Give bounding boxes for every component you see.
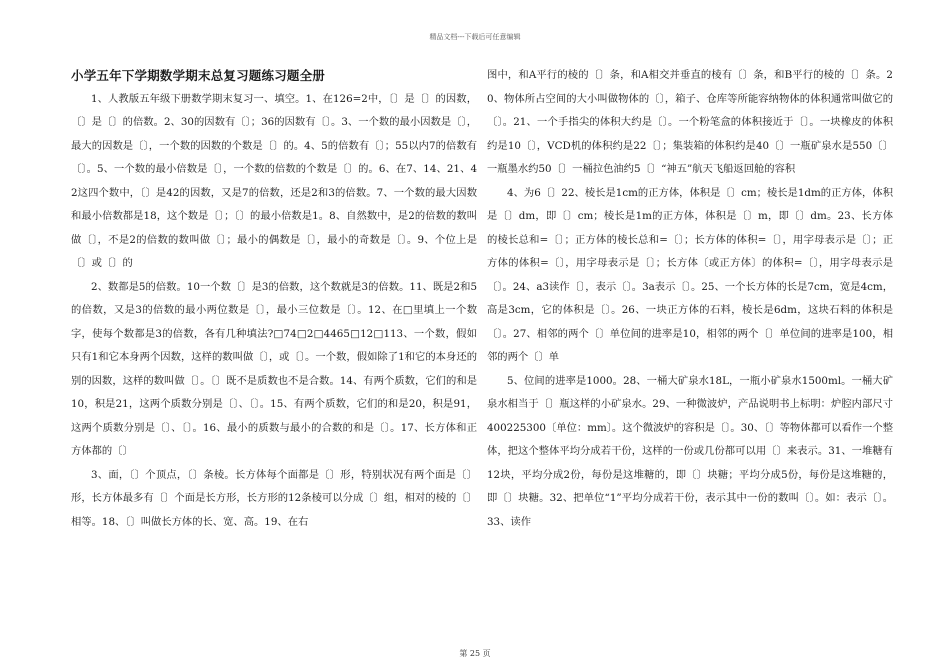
paragraph: 图中，和A平行的棱的〔〕条，和A相交并垂直的棱有〔〕条，和B平行的棱的〔〕条。20、物体所占空间的大小叫做物体的〔〕，箱子、仓库等所能容纳物体的体积通常叫做它的〔〕。21、一个手指尖的体积大约是〔〕。一个粉笔盒的体积接近于〔〕。一块橡皮的体积约是10〔〕，VCD机的体积约是22〔〕；集装箱的体积约是40〔〕一瓶矿泉水是550〔〕一瓶墨水约50〔〕一桶拉色油约5〔〕“神五”航天飞船返回舱的容积: [487, 69, 893, 175]
paragraph: 1、人教版五年级下册数学期末复习一、填空。1、在126=2中，〔〕是〔〕的因数，〔〕是〔〕的倍数。2、30的因数有〔〕；36的因数有〔〕。3、一个数的最小因数是〔〕，最大的因数是〔〕，一个数的因数的个数是〔〕的。4、5的倍数有〔〕；55以内7的倍数有〔〕。5、一个数的最小倍数是〔〕，一个数的倍数的个数是〔〕的。6、在7、14、21、42这四个数中，〔〕是42的因数，又是7的倍数，还是2和3的倍数。7、一个数的最大因数和最小倍数都是18，这个数是〔〕；〔〕的最小倍数是1。8、自然数中，是2的倍数的数叫做〔〕，不是2的倍数的数叫做〔〕；最小的偶数是〔〕，最小的奇数是〔〕。9、个位上是〔〕或〔〕的: [71, 92, 477, 269]
page-header: 精品文档---下载后可任意编辑: [429, 33, 521, 41]
page-number: 第 25 页: [459, 649, 491, 658]
paragraph: 4、为6〔〕22、棱长是1cm的正方体，体积是〔〕cm；棱长是1dm的正方体，体积是〔〕dm，即〔〕cm；棱长是1m的正方体，体积是〔〕m，即〔〕dm。23、长方体的棱长总和=〔〕；正方体的棱长总和=〔〕；长方体的体积=〔〕，用字母表示是〔〕；正方体的体积=〔〕，用字母表示是〔〕；长方体〔或正方体〕的体积=〔〕，用字母表示是〔〕。24、a3读作〔〕，表示〔〕。3a表示〔〕。25、一个长方体的长是7cm，宽是4cm，高是3cm，它的体积是〔〕。26、一块正方体的石料，棱长是6dm，这块石料的体积是〔〕。27、相邻的两个〔〕单位间的进率是10，相邻的两个〔〕单位间的进率是100，相邻的两个〔〕单: [487, 186, 893, 363]
left-column: [71, 64, 477, 534]
paragraph: 3、面，〔〕个顶点，〔〕条棱。长方体每个面都是〔〕形，特别状况有两个面是〔〕形，长方体最多有〔〕个面是长方形，长方形的12条棱可以分成〔〕组，相对的棱的〔〕相等。18、〔〕叫做长方体的长、宽、高。19、在右: [71, 468, 477, 528]
document-title: 小学五年下学期数学期末总复习题练习题全册: [71, 68, 326, 83]
paragraph: 2、数都是5的倍数。10一个数〔〕是3的倍数，这个数就是3的倍数。11、既是2和5的倍数，又是3的倍数的最小两位数是〔〕，最小三位数是〔〕。12、在□里填上一个数字，使每个数都是3的倍数，各有几种填法?□74□2□4465□12□113、一个数，假如只有1和它本身两个因数，这样的数叫做〔〕，或〔〕。一个数，假如除了1和它的本身还的别的因数，这样的数叫做〔〕。〔〕既不是质数也不是合数。14、有两个质数，它们的和是10，积是21，这两个质数分别是〔〕、〔〕。15、有两个质数，它们的和是20，积是91，这两个质数分别是〔〕、〔〕。16、最小的质数与最小的合数的和是〔〕。17、长方体和正方体都的〔〕: [71, 280, 477, 457]
paragraph: 5、位间的进率是1000。28、一桶大矿泉水18L，一瓶小矿泉水1500ml。一桶大矿泉水相当于〔〕瓶这样的小矿泉水。29、一种微波炉，产品说明书上标明：炉腔内部尺寸400225300〔单位：mm〕。这个微波炉的容积是〔〕。30、〔〕等物体都可以看作一个整体，把这个整体平均分成若干份，这样的一份或几份都可以用〔〕来表示。31、一堆糖有12块，平均分成2份，每份是这堆糖的，即〔〕块糖；平均分成5份，每份是这堆糖的，即〔〕块糖。32、把单位“1”平均分成若干份，表示其中一份的数叫〔〕。如：表示〔〕。33、读作: [487, 374, 893, 528]
right-column: [487, 64, 893, 534]
